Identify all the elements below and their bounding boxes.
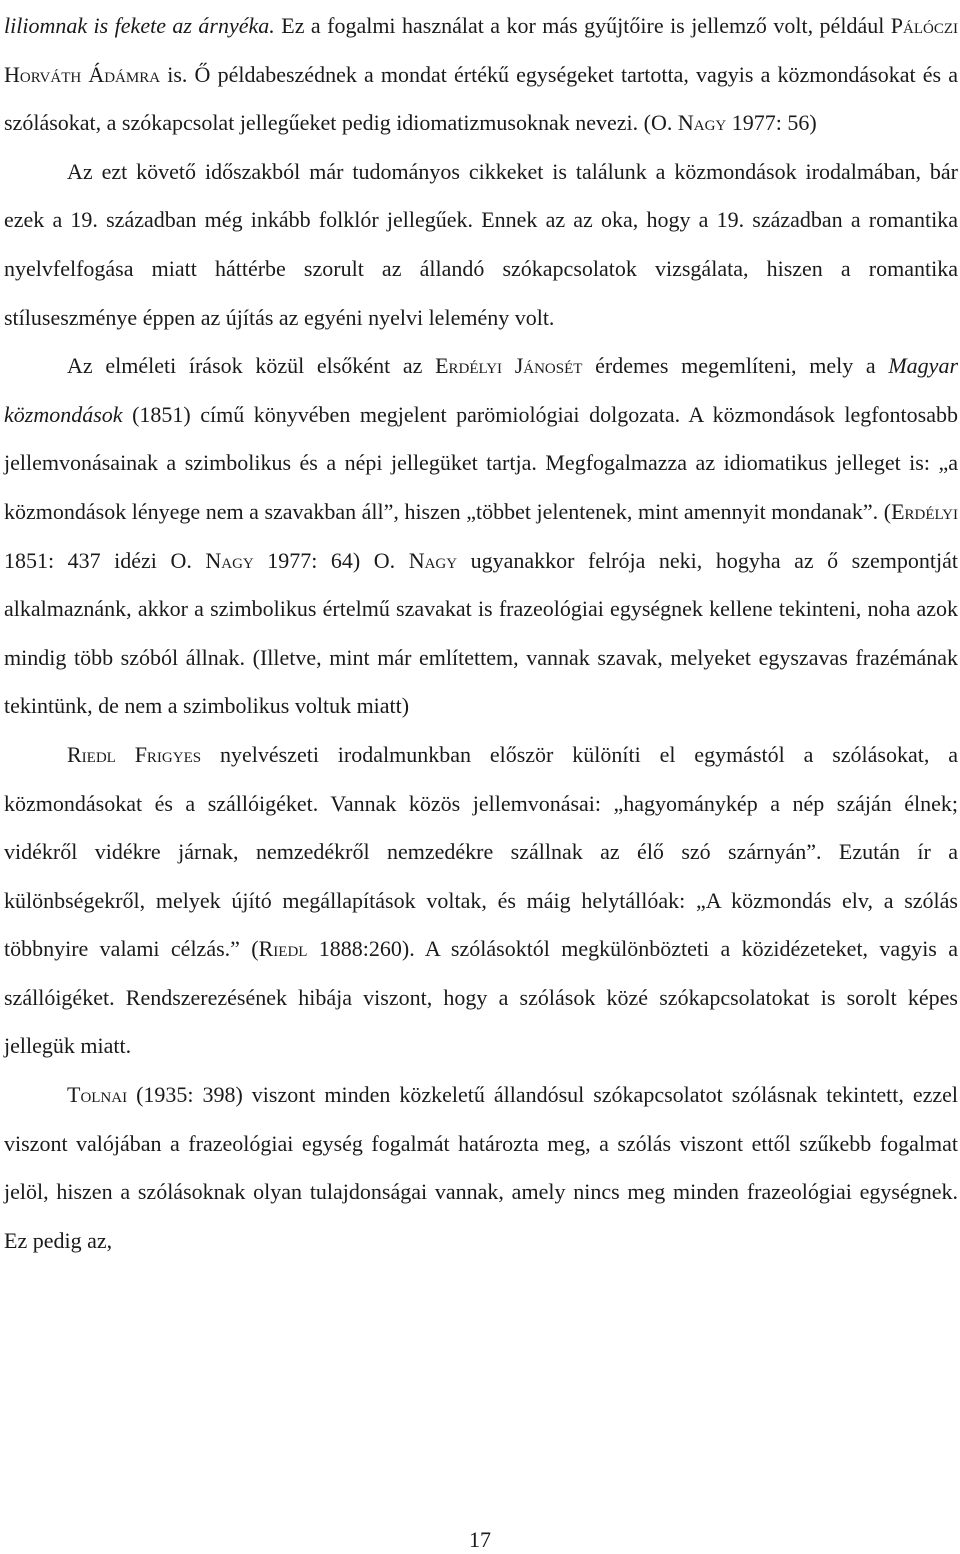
paragraph-text: nyelvészeti irodalmunkban először különíti el egymástól a szólásokat, a közmondásokat és a szállóigéket. Vannak közös jellemvonásai: „hagyománykép a nép száján élnek; vidékről vidékre járnak, nemzedékről nemzedékre szállnak az élő szó szárnyán”. Ezután ír a különbségekről, melyek újító megállapítások voltak, és máig helytállóak: „A közmondás elv, a szólás többnyire valami célzás.” (: [4, 741, 959, 962]
paragraph-text: Az elméleti írások közül elsőként az: [67, 353, 436, 379]
citation-text: 1851: 437 idézi O.: [4, 547, 206, 573]
author-name: Nagy: [408, 547, 458, 573]
paragraph-text: 1888:260). A szólásoktól megkülönbözteti a közidézeteket, vagyis a szállóigéket. Rendszerezésének hibája viszont, hogy a szólások közé szókapcsolatokat is sorolt képes jellegük miatt.: [4, 936, 958, 1059]
book-title: Magyar közmondások: [4, 353, 959, 427]
author-name: Riedl: [258, 936, 308, 962]
paragraph-2: [4, 148, 958, 342]
author-name: Nagy: [205, 547, 254, 573]
page-number: 17: [469, 1527, 491, 1552]
paragraph-3: [4, 342, 958, 731]
author-name: Pálóczi Horváth Ádámra: [4, 13, 959, 87]
citation-text: 1977: 56): [726, 110, 817, 136]
paragraph-text: érdemes megemlíteni, mely a: [582, 353, 889, 379]
paragraph-4: [4, 731, 958, 1071]
author-name: Tolnai: [67, 1082, 128, 1108]
paragraph-1: [4, 2, 958, 148]
author-name: Nagy: [677, 110, 727, 136]
paragraph-5: [4, 1071, 958, 1265]
paragraph-text: Az ezt követő időszakból már tudományos cikkeket is találunk a közmondások irodalmában, bár ezek a 19. században még inkább folklór jellegűek. Ennek az az oka, hogy a 19. században a romantika nyelvfelfogása miatt háttérbe szorult az állandó szókapcsolatok vizsgálata, hiszen a romantika stíluseszménye éppen az újítás az egyéni nyelvi lelemény volt.: [4, 158, 958, 330]
citation-text: 1977: 64) O.: [253, 547, 409, 573]
author-name: Erdélyi: [891, 498, 958, 524]
paragraph-text: (1935: 398) viszont minden közkeletű állandósul szókapcsolatot szólásnak tekintett, ezzel viszont valójában a frazeológiai egység fogalmát határozta meg, a szólás viszont ettől szűkebb fogalmat jelöl, hiszen a szólásoknak olyan tulajdonságai vannak, amely nincs meg minden frazeológiai egységnek. Ez pedig az,: [4, 1082, 958, 1253]
author-name: Riedl Frigyes: [67, 741, 202, 767]
paragraph-text: (1851) című könyvében megjelent parömiológiai dolgozata. A közmondások legfontosabb jellemvonásainak a szimbolikus és a népi jellegüket tartja. Megfogalmazza az idiomatikus jelleget is: „a közmondások lényege nem a szavakban áll”, hiszen „többet jelentenek, mint amennyit mondanak”. (: [4, 401, 958, 524]
paragraph-text: ugyanakkor felrója neki, hogyha az ő szempontját alkalmaznánk, akkor a szimbolikus értelmű szavakat is frazeológiai egységnek kellene tekinteni, noha azok mindig több szóból állnak. (Illetve, mint már említettem, vannak szavak, melyeket egyszavas frazémának tekintünk, de nem a szimbolikus voltuk miatt): [4, 547, 958, 719]
quote-italic: liliomnak is fekete az árnyéka.: [4, 13, 275, 38]
paragraph-text: Ez a fogalmi használat a kor más gyűjtőire is jellemző volt, például: [274, 13, 891, 38]
paragraph-text: is. Ő példabeszédnek a mondat értékű egységeket tartotta, vagyis a közmondásokat és a szólásokat, a szókapcsolat jellegűeket pedig idiomatizmusoknak nevezi. (O.: [4, 61, 958, 136]
document-page: [4, 2, 958, 1265]
author-name: Erdélyi Jánosét: [435, 353, 583, 379]
